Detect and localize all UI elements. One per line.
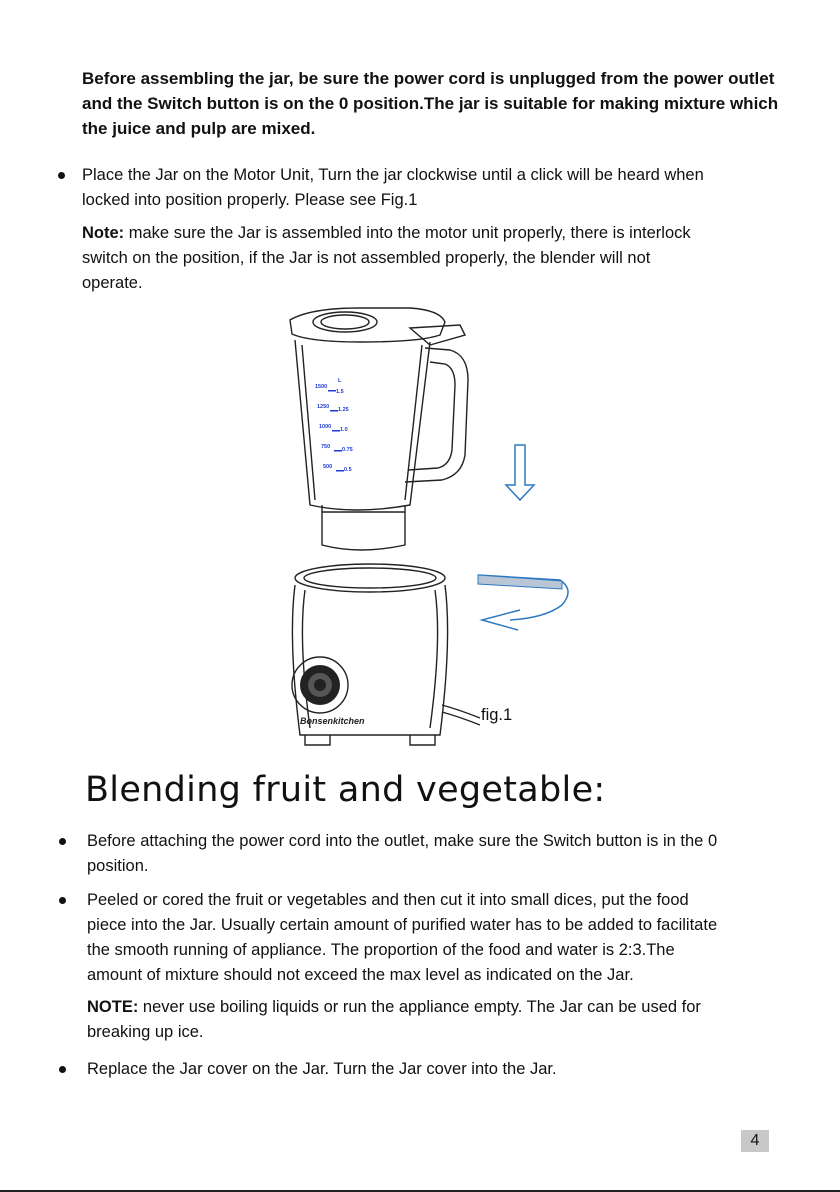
scale-left-500: 500 [323,464,333,470]
brand-logo: Bonsenkitchen [300,716,365,726]
bullet-prepare-food-line4: amount of mixture should not exceed the max level as indicated on the Jar. [87,966,634,984]
scale-right-1.25: 1.25 [338,407,349,413]
scale-right-0.75: 0.75 [342,447,353,453]
jar-body [295,340,430,510]
bullet-prepare-food-line2: piece into the Jar. Usually certain amount of purified water has to be added to facilitate [87,916,718,934]
note2-label: NOTE: [87,998,139,1016]
down-arrow-icon [506,445,534,500]
section-heading: Blending fruit and vegetable: [85,770,606,810]
note-interlock [82,221,691,296]
power-cord [442,705,480,718]
page-number: 4 [741,1130,769,1152]
bullet-dot [58,172,65,179]
scale-right-L: L [338,378,342,384]
bullet-place-jar-line1: Place the Jar on the Motor Unit, Turn the jar clockwise until a click will be heard when [82,166,704,184]
scale-right-1.5: 1.5 [336,389,344,395]
bullet-dot [59,1066,66,1073]
scale-right-0.5: 0.5 [344,467,352,473]
bullet-replace-cover [87,1057,557,1082]
bullet-power-cord-line2: position. [87,857,149,875]
bullet-replace-cover-line: Replace the Jar cover on the Jar. Turn the Jar cover into the Jar. [87,1060,557,1078]
note-line3: operate. [82,274,143,292]
note-line2: switch on the position, if the Jar is not assembled properly, the blender will not [82,249,651,267]
bullet-power-cord [87,829,717,879]
scale-left-1000: 1000 [319,424,332,430]
bullet-dot [59,897,66,904]
blender-assembly-illustration [270,300,580,760]
scale-right-1.0: 1.0 [340,427,348,433]
figure-label: fig.1 [481,706,513,724]
bullet-place-jar [82,163,704,213]
scale-left-1250: 1250 [317,404,330,410]
note-line1: make sure the Jar is assembled into the motor unit properly, there is interlock [124,224,691,242]
note2-line1: never use boiling liquids or run the appliance empty. The Jar can be used for [138,998,701,1016]
note2-line2: breaking up ice. [87,1023,204,1041]
bullet-prepare-food-line3: the smooth running of appliance. The proportion of the food and water is 2:3.The [87,941,675,959]
note-boiling [87,995,701,1045]
jar-measurement-scale [315,378,353,473]
bullet-place-jar-line2: locked into position properly. Please see Fig.1 [82,191,418,209]
warning-paragraph: Before assembling the jar, be sure the power cord is unplugged from the power outlet and the Switch button is on the 0 position.The jar is suitable for making mixture which the juice and pulp are mixed. [82,69,779,138]
bullet-prepare-food-line1: Peeled or cored the fruit or vegetables and then cut it into small dices, put the food [87,891,689,909]
bullet-power-cord-line1: Before attaching the power cord into the outlet, make sure the Switch button is in the 0 [87,832,718,850]
scale-left-1500: 1500 [315,384,328,390]
note-label: Note: [82,224,125,242]
bullet-prepare-food [87,888,717,988]
scale-left-750: 750 [321,444,331,450]
control-knob [292,657,348,713]
bullet-dot [59,838,66,845]
